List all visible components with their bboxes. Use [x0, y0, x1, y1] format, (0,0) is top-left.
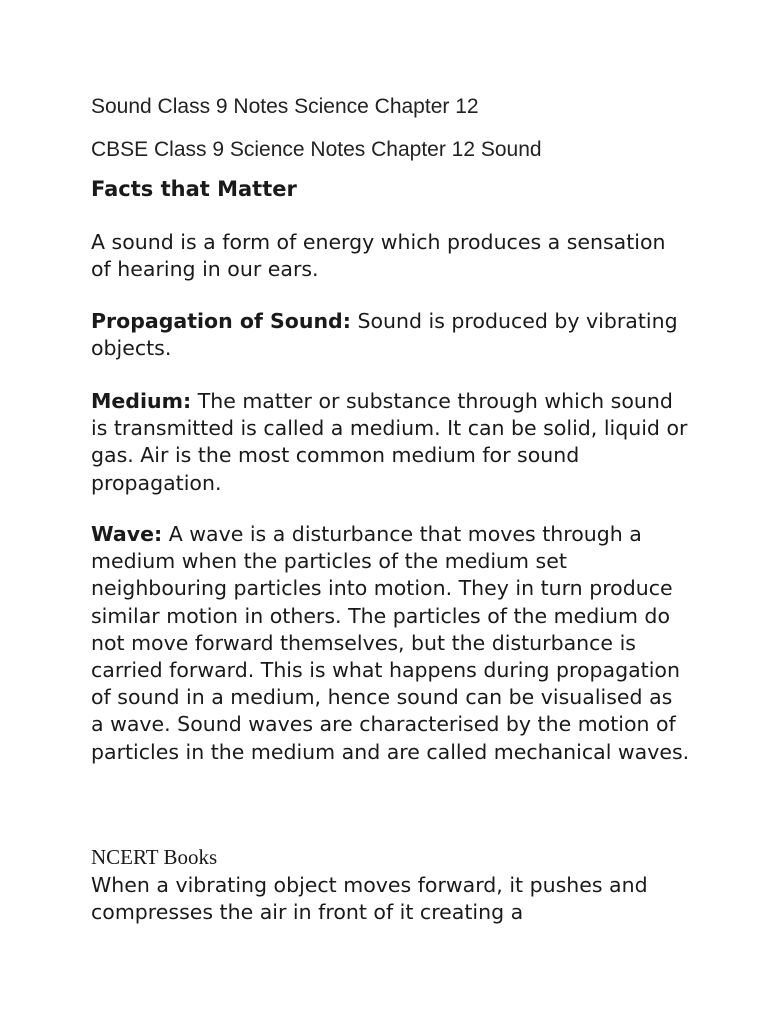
document-subtitle: CBSE Class 9 Science Notes Chapter 12 Sound [91, 138, 542, 161]
medium-term: Medium: [91, 389, 192, 413]
wave-paragraph [91, 521, 691, 766]
intro-paragraph: A sound is a form of energy which produces a sensation of hearing in our ears. [91, 230, 666, 282]
propagation-text: Sound is produced by vibrating objects. [91, 309, 678, 361]
propagation-paragraph [91, 308, 691, 362]
ncert-books-link[interactable]: NCERT Books [91, 845, 218, 869]
wave-term: Wave: [91, 522, 163, 546]
medium-paragraph [91, 388, 691, 497]
medium-text: The matter or substance through which sound is transmitted is called a medium. It can be solid, liquid or gas. Air is the most common medium for sound propagation. [91, 389, 688, 495]
section-title: Facts that Matter [91, 177, 297, 201]
vibrating-object-paragraph: When a vibrating object moves forward, it pushes and compresses the air in front of it creating a [91, 873, 648, 925]
document-title: Sound Class 9 Notes Science Chapter 12 [91, 95, 479, 118]
wave-text: A wave is a disturbance that moves through a medium when the particles of the medium set neighbouring particles into motion. They in turn produce similar motion in others. The particles of the medium do not move forward themselves, but the disturbance is carried forward. This is what happens during propagation of sound in a medium, hence sound can be visualised as a wave. Sound waves are characterised by the motion of particles in the medium and are called mechanical waves. [91, 522, 690, 764]
propagation-term: Propagation of Sound: [91, 309, 351, 333]
